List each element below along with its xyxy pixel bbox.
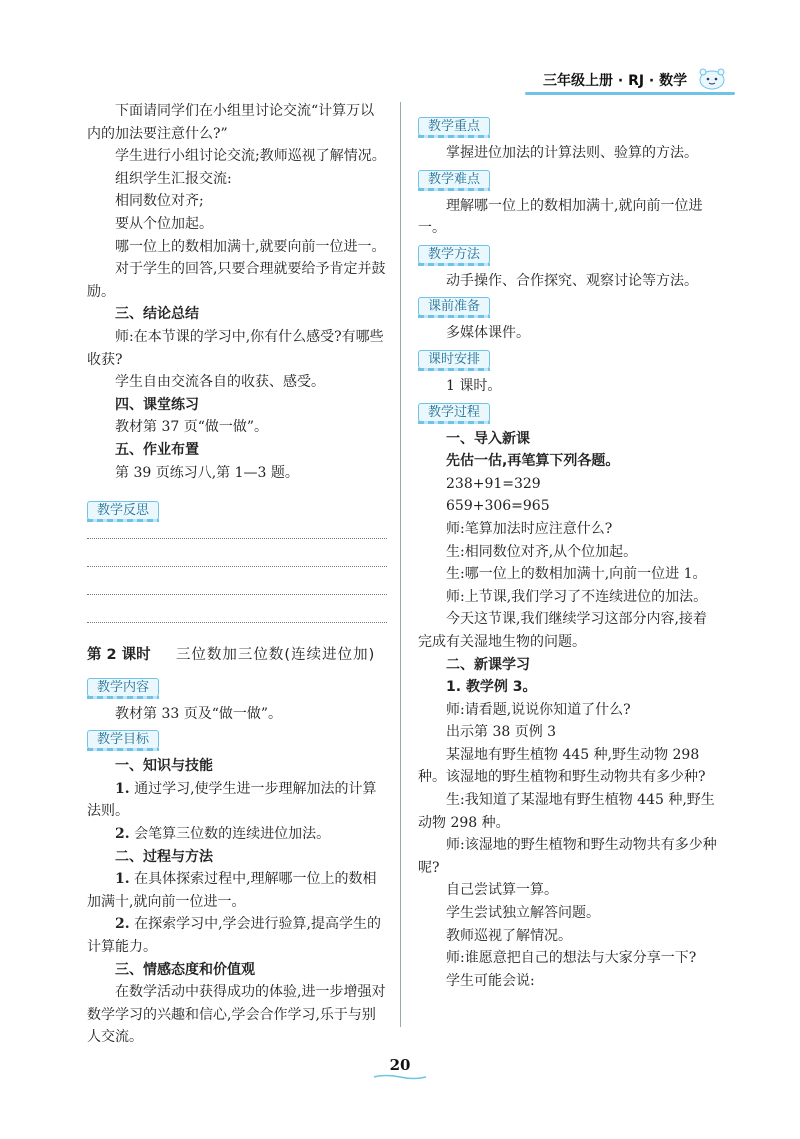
left-column xyxy=(87,100,387,1049)
paragraph: 在数学活动中获得成功的体验,进一步增强对数学学习的兴趣和信心,学会合作学习,乐于与别人交流。 xyxy=(87,984,386,1046)
paragraph: 学生可能会说: xyxy=(446,972,535,989)
preparation-tag: 课前准备 xyxy=(418,296,490,318)
lesson-heading xyxy=(87,644,387,667)
paragraph: 教师巡视了解情况。 xyxy=(446,927,572,944)
right-column xyxy=(418,112,718,992)
process-tag: 教学过程 xyxy=(418,402,490,424)
paragraph: 组织学生汇报交流: xyxy=(115,170,232,187)
paragraph: 第 39 页练习八,第 1—3 题。 xyxy=(115,464,299,481)
list-item: 2. 会笔算三位数的连续进位加法。 xyxy=(115,826,331,843)
section-heading: 二、新课学习 xyxy=(446,656,530,673)
paragraph: 生:哪一位上的数相加满十,向前一位进 1。 xyxy=(446,566,707,583)
paragraph: 生:我知道了某湿地有野生植物 445 种,野生动物 298 种。 xyxy=(418,792,715,831)
writing-line xyxy=(87,594,387,596)
header-title: 三年级上册 · RJ · 数学 xyxy=(543,73,688,89)
section-heading: 一、导入新课 xyxy=(446,430,530,447)
paragraph: 出示第 38 页例 3 xyxy=(446,724,557,741)
column-divider xyxy=(400,102,401,1027)
paragraph: 哪一位上的数相加满十,就要向前一位进一。 xyxy=(115,238,386,255)
lesson-number: 第 2 课时 xyxy=(87,647,151,664)
paragraph: 掌握进位加法的计算法则、验算的方法。 xyxy=(446,145,698,161)
equation: 659+306=965 xyxy=(446,498,550,515)
paragraph: 教材第 37 页“做一做”。 xyxy=(115,419,269,436)
cartoon-bear-icon xyxy=(697,66,727,90)
section-heading: 五、作业布置 xyxy=(115,441,199,458)
paragraph: 多媒体课件。 xyxy=(446,325,530,342)
running-header xyxy=(525,66,735,92)
paragraph: 师:谁愿意把自己的想法与大家分享一下? xyxy=(446,950,697,967)
paragraph: 师:笔算加法时应注意什么? xyxy=(446,520,613,537)
list-item: 1. 通过学习,使学生进一步理解加法的计算法则。 xyxy=(87,780,377,820)
paragraph: 今天这节课,我们继续学习这部分内容,接着完成有关湿地生物的问题。 xyxy=(418,611,707,650)
paragraph: 动手操作、合作探究、观察讨论等方法。 xyxy=(446,272,698,289)
list-item: 2. 在探索学习中,学会进行验算,提高学生的计算能力。 xyxy=(87,916,381,956)
paragraph: 要从个位加起。 xyxy=(115,215,213,232)
difficulties-tag: 教学难点 xyxy=(418,169,490,191)
goals-tag: 教学目标 xyxy=(87,729,159,751)
writing-line xyxy=(87,622,387,624)
paragraph: 师:上节课,我们学习了不连续进位的加法。 xyxy=(446,588,708,605)
paragraph: 师:该湿地的野生植物和野生动物共有多少种呢? xyxy=(418,837,717,876)
paragraph: 学生尝试独立解答问题。 xyxy=(446,905,600,922)
content-tag: 教学内容 xyxy=(87,677,159,699)
paragraph: 生:相同数位对齐,从个位加起。 xyxy=(446,543,638,560)
section-heading: 三、情感态度和价值观 xyxy=(115,961,255,978)
section-heading: 四、课堂练习 xyxy=(115,396,199,413)
writing-line xyxy=(87,538,387,540)
paragraph: 自己尝试算一算。 xyxy=(446,882,558,899)
paragraph: 学生自由交流各自的收获、感受。 xyxy=(115,374,325,391)
paragraph: 下面请同学们在小组里讨论交流“计算万以内的加法要注意什么?” xyxy=(87,103,375,142)
section-heading: 二、过程与方法 xyxy=(115,848,213,865)
equation: 238+91=329 xyxy=(446,475,541,492)
schedule-tag: 课时安排 xyxy=(418,349,490,371)
page-number-ornament xyxy=(372,1074,428,1080)
paragraph: 理解哪一位上的数相加满十,就向前一位进一。 xyxy=(418,197,703,237)
methods-tag: 教学方法 xyxy=(418,244,490,266)
reflection-tag: 教学反思 xyxy=(87,500,159,522)
paragraph: 相同数位对齐; xyxy=(115,193,204,210)
writing-line xyxy=(87,566,387,568)
sub-heading: 先估一估,再笔算下列各题。 xyxy=(446,453,620,470)
sub-heading: 1. 教学例 3。 xyxy=(446,679,537,696)
paragraph: 1 课时。 xyxy=(446,377,502,394)
paragraph: 对于学生的回答,只要合理就要给予肯定并鼓励。 xyxy=(87,261,386,300)
list-item: 1. 在具体探索过程中,理解哪一位上的数相加满十,就向前一位进一。 xyxy=(87,871,377,910)
section-heading: 三、结论总结 xyxy=(115,306,199,323)
paragraph: 学生进行小组讨论交流;教师巡视了解情况。 xyxy=(115,148,386,165)
paragraph: 师:在本节课的学习中,你有什么感受?有哪些收获? xyxy=(87,328,384,368)
paragraph: 师:请看题,说说你知道了什么? xyxy=(446,701,631,718)
lesson-title: 三位数加三位数(连续进位加) xyxy=(175,647,376,664)
page-number: 20 xyxy=(389,1056,411,1074)
paragraph: 教材第 33 页及“做一做”。 xyxy=(115,705,283,722)
section-heading: 一、知识与技能 xyxy=(115,758,213,775)
header-rule xyxy=(525,92,735,95)
key-points-tag: 教学重点 xyxy=(418,116,490,138)
paragraph: 某湿地有野生植物 445 种,野生动物 298 种。该湿地的野生植物和野生动物共有多少种? xyxy=(418,746,706,786)
